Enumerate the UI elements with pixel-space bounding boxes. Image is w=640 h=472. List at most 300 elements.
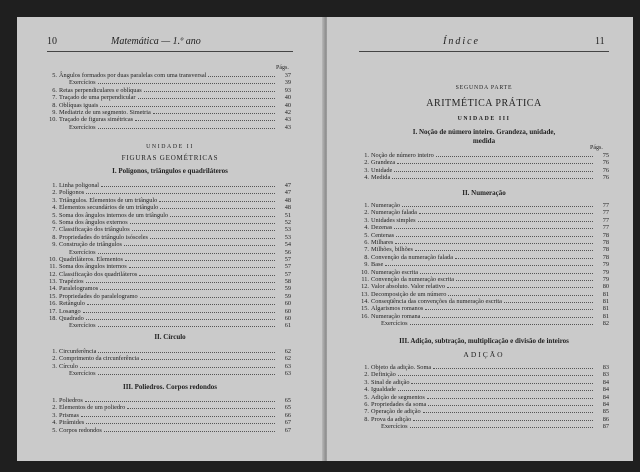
toc-row [47,293,291,300]
toc-item-title: Unidades simples [371,216,416,224]
section-adicao-title: III. Adição, subtração, multiplicação e divisão de inteiros [399,337,569,345]
toc-row [47,355,291,362]
toc-exercises-row [359,320,609,327]
toc-row [359,239,609,246]
toc-item-page: 48 [284,196,291,204]
toc-leader-dots [397,163,593,164]
toc-leader-dots [396,236,593,237]
toc-item-page: 77 [602,209,609,217]
toc-item-title: Propriedades do triângulo isósceles [59,233,149,241]
toc-row [359,254,609,261]
toc-leader-dots [98,352,275,353]
section-nocao-title-line2: medida [472,137,496,145]
toc-exercises-row [47,322,291,329]
section-nocao-list [359,152,609,182]
toc-item-number: 15. [49,292,57,300]
toc-row [47,189,291,196]
toc-item-title: Oblíquas iguais [59,101,99,109]
toc-item-title: Classificação dos triângulos [59,226,130,234]
toc-row [359,159,609,166]
toc-item-title: Convenção da numeração falada [371,253,453,261]
toc-item-title: Comprimento da circunferência [59,355,140,363]
toc-item-number: 7. [364,246,369,254]
left-pages-label: Págs. [276,65,289,71]
toc-item-number: 7. [52,226,57,234]
toc-leader-dots [423,412,593,413]
toc-leader-dots [144,91,275,92]
toc-leader-dots [456,280,593,281]
toc-row [47,363,291,370]
toc-item-number: 3. [364,378,369,386]
toc-item-page: 87 [602,423,609,431]
toc-item-number: 6. [364,238,369,246]
section-poligonos-list [47,182,291,330]
toc-item-number: 4. [364,386,369,394]
toc-item-title: Igualdade [371,386,396,394]
toc-item-page: 40 [284,94,291,102]
toc-item-title: Quadriláteros. Elementos [59,255,123,263]
toc-item-title: Retângulo [59,300,85,308]
toc-leader-dots [504,302,593,303]
toc-leader-dots [394,228,593,229]
toc-item-number: 11. [361,275,369,283]
toc-row [359,416,609,423]
toc-leader-dots [153,113,275,114]
toc-item-page: 80 [602,283,609,291]
section-adicao-subtitle: ADIÇÃO [463,350,505,359]
toc-item-title: Milhares [371,238,394,246]
toc-row [47,72,291,79]
toc-item-page: 86 [602,415,609,423]
left-running-title: Matemática — 1.º ano [111,36,201,47]
toc-item-title: Soma dos ângulos externos [59,218,128,226]
toc-row [47,241,291,248]
toc-leader-dots [124,245,275,246]
toc-row [47,285,291,292]
toc-item-title: Sinal de adição [371,378,410,386]
toc-leader-dots [140,297,275,298]
right-running-title: Índice [443,36,480,47]
toc-leader-dots [86,319,275,320]
toc-leader-dots [100,106,275,107]
toc-row [359,313,609,320]
toc-item-page: 76 [602,174,609,182]
toc-leader-dots [395,243,593,244]
toc-item-number: 5. [52,72,57,79]
toc-item-number: 2. [52,404,57,412]
toc-item-page: 57 [284,263,291,271]
toc-item-number: 13. [361,290,369,298]
toc-item-title: Quadrado [59,315,84,323]
toc-item-title: Triângulos. Elementos de um triângulo [59,196,158,204]
toc-leader-dots [138,98,275,99]
toc-item-number: 3. [52,411,57,419]
section-adicao-list [359,364,609,431]
right-header-rule [359,51,609,52]
toc-item-page: 81 [602,298,609,306]
toc-row [359,174,609,181]
toc-item-title: Convenção da numeração escrita [371,275,455,283]
toc-item-number: 1. [364,152,369,159]
toc-row [359,246,609,253]
toc-leader-dots [394,171,593,172]
toc-item-title: Exercícios [69,79,96,87]
toc-item-number: 14. [49,285,57,293]
toc-item-page: 76 [602,166,609,174]
toc-leader-dots [159,201,275,202]
toc-item-number: 1. [364,364,369,371]
toc-leader-dots [398,375,593,376]
toc-leader-dots [80,367,275,368]
section-poliedros-list [47,397,291,434]
toc-row [359,269,609,276]
toc-leader-dots [86,193,275,194]
toc-leader-dots [101,186,275,187]
toc-leader-dots [410,427,593,428]
toc-leader-dots [427,398,593,399]
section-numeracao-title: II. Numeração [462,189,506,197]
toc-item-title: Definição [371,371,396,379]
toc-row [359,298,609,305]
toc-item-number: 1. [52,182,57,189]
toc-item-title: Numeração falada [371,209,417,217]
toc-item-number: 1. [52,397,57,404]
toc-leader-dots [410,324,593,325]
toc-exercises-row [47,249,291,256]
toc-item-number: 10. [49,255,57,263]
toc-row [359,152,609,159]
toc-leader-dots [98,83,275,84]
toc-item-page: 78 [602,231,609,239]
toc-leader-dots [104,431,275,432]
toc-item-number: 1. [364,202,369,209]
toc-exercises-row [47,79,291,86]
toc-row [47,109,291,116]
toc-item-page: 53 [284,233,291,241]
toc-item-number: 3. [364,216,369,224]
toc-leader-dots [455,258,593,259]
toc-leader-dots [127,408,275,409]
toc-item-title: Dezenas [371,224,393,232]
toc-row [359,305,609,312]
toc-row [47,197,291,204]
toc-leader-dots [129,267,275,268]
toc-item-title: Linha poligonal [59,182,100,189]
toc-row [47,87,291,94]
toc-item-page: 42 [284,108,291,116]
toc-item-title: Paralelogramos [59,285,99,293]
toc-row [359,371,609,378]
toc-item-number: 10. [49,116,57,124]
toc-leader-dots [86,423,275,424]
toc-item-title: Losango [59,307,81,315]
toc-item-page: 63 [284,370,291,378]
toc-item-number: 6. [52,218,57,226]
toc-item-title: Milhões, bilhões [371,246,413,254]
toc-item-title: Algarismos romanos [371,305,424,313]
toc-leader-dots [422,317,593,318]
toc-item-number: 2. [364,159,369,167]
toc-item-page: 43 [284,116,291,124]
toc-row [359,283,609,290]
toc-row [359,401,609,408]
toc-leader-dots [86,282,275,283]
toc-row [47,427,291,434]
part-title: ARITMÉTICA PRÁTICA [426,98,542,109]
toc-leader-dots [130,223,275,224]
toc-leader-dots [139,275,275,276]
toc-leader-dots [420,273,593,274]
toc-item-number: 13. [49,278,57,286]
toc-leader-dots [98,374,275,375]
toc-row [47,226,291,233]
toc-item-page: 59 [284,292,291,300]
section-circulo-title: II. Círculo [154,333,186,341]
toc-item-title: Círculo [59,362,78,370]
toc-item-number: 5. [52,426,57,434]
toc-item-title: Polígonos [59,189,85,197]
section-numeracao-list [359,202,609,328]
section-nocao-title-line1: I. Noção de número inteiro. Grandeza, unidade, [412,128,556,136]
toc-row [359,224,609,231]
toc-row [47,102,291,109]
toc-item-page: 56 [284,248,291,256]
toc-item-page: 43 [284,123,291,131]
toc-row [359,202,609,209]
toc-leader-dots [398,390,593,391]
toc-item-page: 60 [284,315,291,323]
toc-item-page: 47 [284,189,291,197]
toc-item-page: 48 [284,204,291,212]
toc-item-number: 18. [49,315,57,323]
toc-row [47,397,291,404]
toc-leader-dots [85,401,275,402]
toc-item-number: 12. [361,283,369,291]
toc-row [359,209,609,216]
toc-item-number: 1. [52,348,57,355]
toc-item-page: 77 [602,202,609,209]
toc-item-page: 57 [284,270,291,278]
toc-item-title: Poliedros [59,397,83,404]
toc-row [47,271,291,278]
toc-item-title: Construção de triângulos [59,241,122,249]
toc-item-page: 51 [284,211,291,219]
toc-item-number: 16. [49,300,57,308]
toc-item-page: 54 [284,241,291,249]
toc-item-page: 60 [284,307,291,315]
toc-item-title: Adição de segmentos [371,393,425,401]
toc-item-number: 2. [52,189,57,197]
toc-item-number: 5. [52,211,57,219]
left-page [17,17,325,461]
toc-row [47,182,291,189]
toc-item-page: 59 [284,285,291,293]
toc-row [47,256,291,263]
toc-item-number: 5. [364,393,369,401]
toc-leader-dots [425,309,593,310]
toc-leader-dots [411,383,593,384]
toc-row [47,315,291,322]
left-page-number: 10 [47,36,57,47]
toc-item-title: Pirâmides [59,419,85,427]
toc-leader-dots [83,312,275,313]
toc-row [47,204,291,211]
toc-leader-dots [98,128,275,129]
toc-row [47,412,291,419]
toc-row [47,348,291,355]
toc-row [359,364,609,371]
toc-item-number: 6. [364,400,369,408]
toc-row [359,167,609,174]
toc-item-number: 2. [364,209,369,217]
toc-item-page: 82 [602,320,609,328]
part-label: SEGUNDA PARTE [455,85,513,91]
toc-item-page: 77 [602,216,609,224]
toc-leader-dots [98,253,275,254]
toc-item-title: Numeração escrita [371,268,419,276]
toc-item-page: 58 [284,278,291,286]
toc-item-title: Operação de adição [371,408,421,416]
toc-item-number: 9. [52,241,57,249]
toc-leader-dots [150,238,275,239]
toc-item-page: 78 [602,253,609,261]
toc-item-title: Prova da adição [371,415,412,423]
toc-leader-dots [433,368,593,369]
toc-item-page: 60 [284,300,291,308]
toc-item-number: 8. [52,233,57,241]
toc-leader-dots [415,250,593,251]
toc-exercises-row [47,124,291,131]
toc-item-title: Exercícios [381,320,408,328]
toc-item-page: 40 [284,101,291,109]
toc-item-page: 66 [284,411,291,419]
toc-row [47,219,291,226]
toc-row [359,408,609,415]
toc-leader-dots [436,156,593,157]
toc-item-title: Base [371,261,384,269]
toc-item-title: Exercícios [69,322,96,330]
toc-item-page: 84 [602,393,609,401]
toc-leader-dots [98,326,275,327]
toc-leader-dots [413,420,593,421]
toc-item-title: Propriedades da soma [371,400,427,408]
toc-item-title: Conseqüência das convenções da numeração escrita [371,298,502,306]
toc-leader-dots [132,230,275,231]
toc-item-title: Numeração [371,202,401,209]
toc-item-title: Decomposição de um número [371,290,447,298]
toc-exercises-row [359,423,609,430]
toc-item-number: 8. [364,253,369,261]
toc-leader-dots [135,120,275,121]
toc-row [47,234,291,241]
toc-item-page: 37 [284,72,291,79]
toc-item-title: Ângulos formados por duas paralelas com uma transversal [59,72,207,79]
toc-item-number: 3. [364,166,369,174]
toc-row [47,308,291,315]
unit-iii-label: UNIDADE III [457,116,511,122]
toc-leader-dots [428,405,593,406]
toc-leader-dots [125,260,275,261]
toc-item-page: 83 [602,371,609,379]
toc-item-page: 62 [284,355,291,363]
toc-item-number: 3. [52,196,57,204]
toc-row [47,212,291,219]
toc-leader-dots [170,216,275,217]
right-page [327,17,633,461]
toc-item-title: Retas perpendiculares e oblíquas [59,86,142,94]
toc-item-title: Exercícios [69,123,96,131]
toc-item-number: 9. [52,108,57,116]
toc-leader-dots [392,178,593,179]
toc-leader-dots [141,359,275,360]
toc-row [359,276,609,283]
toc-item-page: 47 [284,182,291,189]
toc-item-title: Centenas [371,231,395,239]
toc-item-title: Corpos redondos [59,426,102,434]
toc-item-number: 9. [364,261,369,269]
toc-item-page: 57 [284,255,291,263]
toc-leader-dots [100,289,275,290]
toc-item-title: Trapézios [59,278,84,286]
toc-item-page: 93 [284,86,291,94]
toc-row [47,263,291,270]
toc-item-page: 81 [602,305,609,313]
toc-item-number: 3. [52,362,57,370]
right-pages-label: Págs. [590,145,603,151]
left-header-rule [47,51,293,52]
toc-item-page: 67 [284,419,291,427]
toc-item-page: 84 [602,378,609,386]
toc-row [359,394,609,401]
toc-item-page: 84 [602,400,609,408]
toc-item-page: 84 [602,386,609,394]
toc-item-number: 11. [49,263,57,271]
toc-leader-dots [402,206,593,207]
toc-item-title: Noção de número inteiro [371,152,434,159]
section-poliedros-title: III. Poliedros. Corpos redondos [122,383,218,391]
toc-item-number: 17. [49,307,57,315]
toc-item-page: 39 [284,79,291,87]
toc-row [359,291,609,298]
toc-item-title: Valor absoluto. Valor relativo [371,283,446,291]
toc-item-page: 52 [284,218,291,226]
toc-item-title: Soma dos ângulos internos de um triângulo [59,211,169,219]
toc-row [47,300,291,307]
toc-item-number: 7. [364,408,369,416]
toc-item-title: Numeração romana [371,312,421,320]
toc-leader-dots [208,76,275,77]
toc-item-page: 83 [602,364,609,371]
toc-item-number: 2. [364,371,369,379]
toc-leader-dots [160,208,275,209]
toc-item-page: 81 [602,290,609,298]
toc-row [359,217,609,224]
toc-item-page: 85 [602,408,609,416]
toc-item-page: 75 [602,152,609,159]
book-spread [17,17,633,461]
toc-item-page: 53 [284,226,291,234]
toc-item-number: 4. [52,204,57,212]
toc-item-page: 81 [602,312,609,320]
toc-leader-dots [87,304,275,305]
toc-row [359,379,609,386]
toc-row [47,116,291,123]
toc-leader-dots [447,287,593,288]
section-circulo-list [47,348,291,378]
toc-row [47,278,291,285]
toc-leader-dots [418,221,593,222]
toc-item-number: 8. [52,101,57,109]
